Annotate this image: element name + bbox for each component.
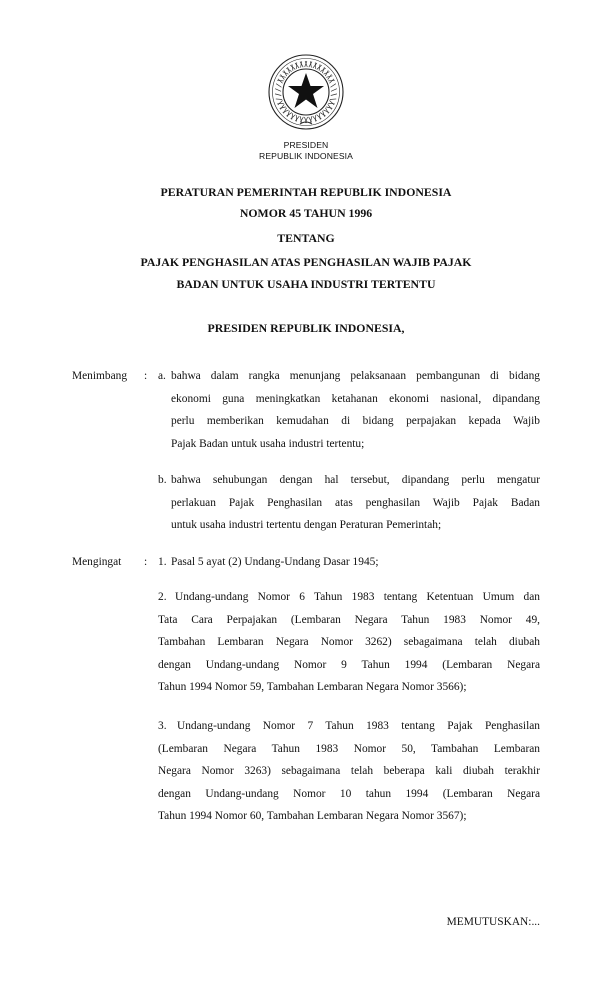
paragraph-line: dengan Undang-undang Nomor 9 Tahun 1994 (Lembaran Negara [158, 658, 540, 671]
mengingat-item-1 [171, 551, 540, 574]
menimbang-item-a-marker: a. [158, 370, 166, 382]
menimbang-item-a [171, 365, 540, 455]
document-title-line-6: PRESIDEN REPUBLIK INDONESIA, [207, 321, 405, 335]
paragraph-line: perlu memberikan kemudahan di bidang perpajakan kepada Wajib [171, 415, 540, 428]
document-title-line-3: TENTANG [277, 231, 335, 245]
document-title-line-2: NOMOR 45 TAHUN 1996 [239, 206, 373, 220]
paragraph-line: Pasal 5 ayat (2) Undang-Undang Dasar 1945; [171, 556, 379, 568]
mengingat-item-1-marker: 1. [158, 556, 167, 568]
paragraph-line: bahwa sehubungan dengan hal tersebut, dipandang perlu mengatur [171, 474, 540, 486]
menimbang-label: Menimbang [72, 370, 128, 382]
mengingat-item-2-cont [158, 609, 540, 699]
paragraph-line: (Lembaran Negara Tahun 1983 Nomor 50, Tambahan Lembaran [158, 742, 540, 755]
paragraph-line: perlakuan Pajak Penghasilan atas penghasilan Wajib Pajak Badan [171, 496, 540, 509]
paragraph-line: bahwa dalam rangka menunjang pelaksanaan pembangunan di bidang [171, 370, 540, 382]
document-title-line-1: PERATURAN PEMERINTAH REPUBLIK INDONESIA [160, 185, 452, 199]
mengingat-item-2-marker: 2. [158, 591, 167, 603]
paragraph-line: Undang-undang Nomor 7 Tahun 1983 tentang Pajak Penghasilan [177, 720, 540, 732]
paragraph-line: Undang-undang Nomor 6 Tahun 1983 tentang Ketentuan Umum dan [175, 591, 540, 603]
mengingat-label: Mengingat [72, 556, 122, 568]
paragraph-line: untuk usaha industri tertentu dengan Peraturan Pemerintah; [171, 519, 442, 532]
star-wreath-icon [266, 52, 346, 132]
mengingat-item-3 [177, 715, 540, 738]
paragraph-line: Tata Cara Perpajakan (Lembaran Negara Tahun 1983 Nomor 49, [158, 613, 540, 626]
header-line-president: PRESIDEN [283, 140, 329, 150]
paragraph-line: dengan Undang-undang Nomor 10 tahun 1994 (Lembaran Negara [158, 787, 540, 800]
paragraph-line: Negara Nomor 3263) sebagaimana telah beberapa kali diubah terakhir [158, 765, 540, 778]
menimbang-item-b [171, 469, 540, 537]
mengingat-item-3-marker: 3. [158, 720, 167, 732]
header-line-republic: REPUBLIK INDONESIA [259, 151, 353, 161]
mengingat-colon: : [144, 556, 148, 568]
menimbang-item-b-marker: b. [158, 474, 167, 486]
paragraph-line: ekonomi guna meningkatkan ketahanan ekonomi nasional, dipandang [171, 392, 540, 405]
garuda-star-emblem [266, 52, 346, 132]
document-title-line-5: BADAN UNTUK USAHA INDUSTRI TERTENTU [176, 277, 436, 291]
paragraph-line: Tahun 1994 Nomor 60, Tambahan Lembaran Negara Nomor 3567); [158, 810, 467, 823]
paragraph-line: Tahun 1994 Nomor 59, Tambahan Lembaran Negara Nomor 3566); [158, 681, 467, 694]
paragraph-line: Pajak Badan untuk usaha industri tertentu; [171, 437, 365, 450]
document-title-line-4: PAJAK PENGHASILAN ATAS PENGHASILAN WAJIB PAJAK [140, 255, 472, 269]
mengingat-item-2 [175, 586, 540, 609]
continuation-marker: MEMUTUSKAN:... [446, 916, 540, 928]
paragraph-line: Tambahan Lembaran Negara Nomor 3262) sebagaimana telah diubah [158, 636, 540, 649]
mengingat-item-3-cont [158, 738, 540, 828]
menimbang-colon: : [144, 370, 148, 382]
